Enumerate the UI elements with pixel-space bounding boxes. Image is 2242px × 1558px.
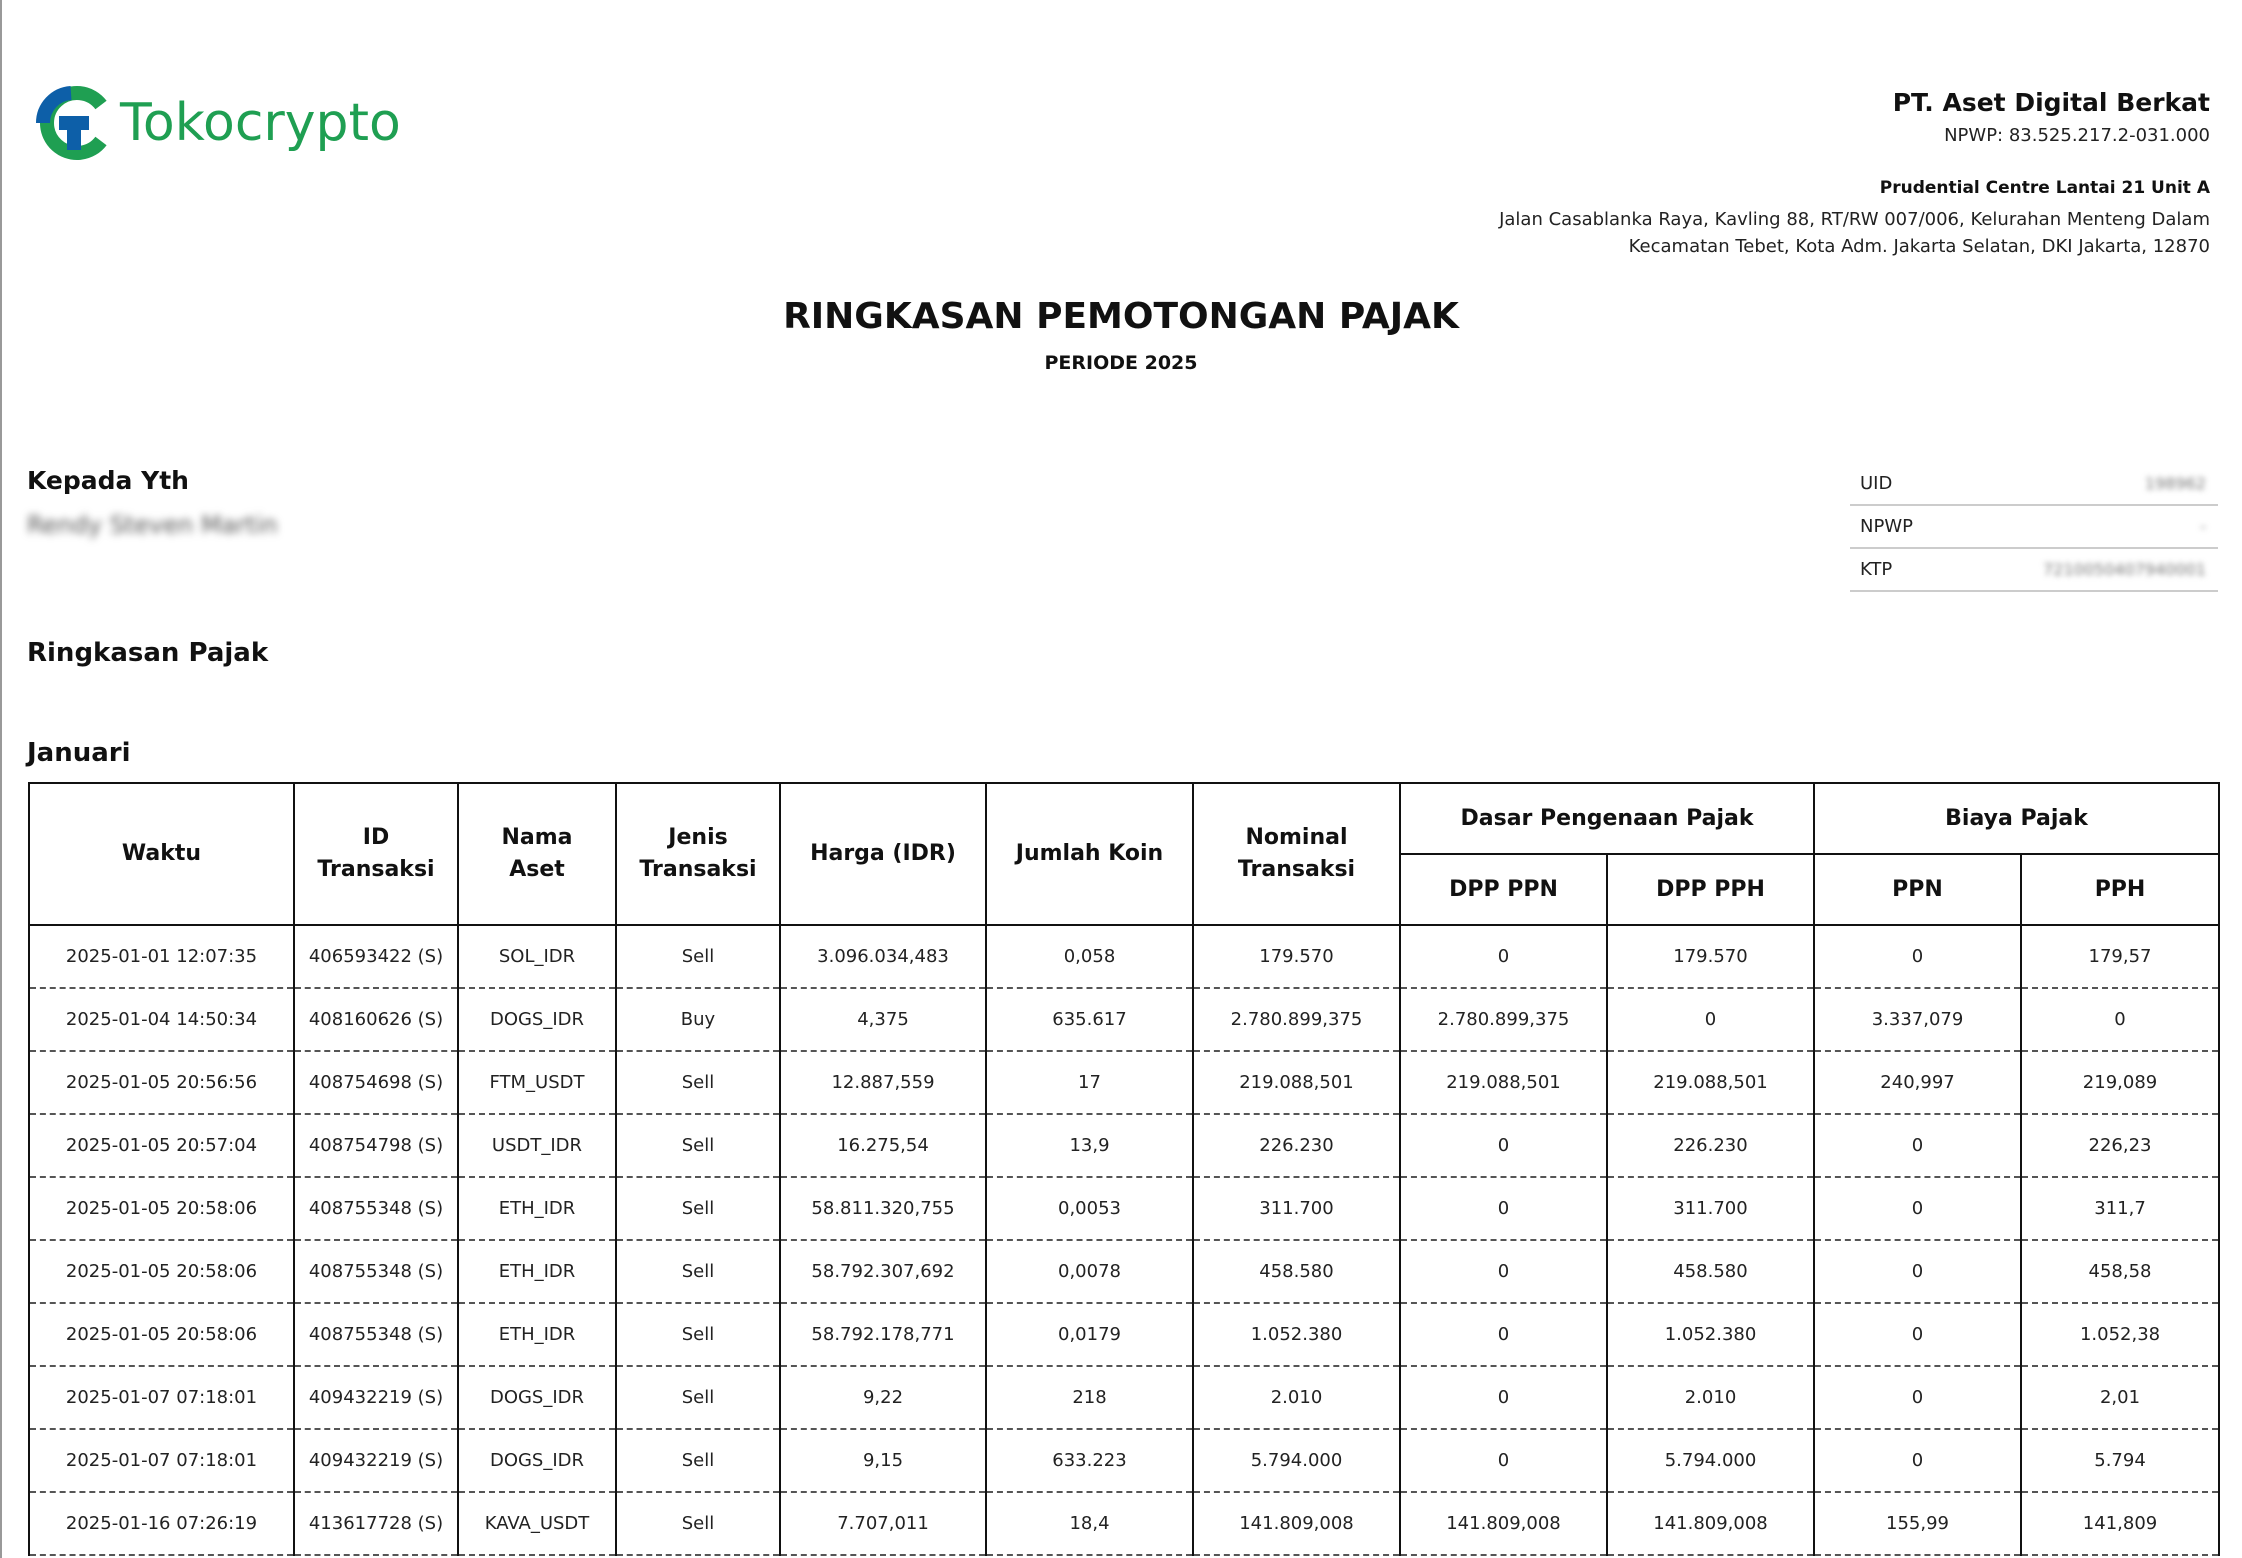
cell-harga: 58.792.307,692 bbox=[780, 1240, 986, 1303]
cell-jumlah-koin: 218 bbox=[986, 1366, 1193, 1429]
cell-nominal: 219.088,501 bbox=[1193, 1051, 1400, 1114]
document-period: PERIODE 2025 bbox=[1044, 352, 1198, 374]
cell-nama-aset: ETH_IDR bbox=[458, 1177, 616, 1240]
table-row bbox=[29, 1240, 2219, 1303]
header-waktu: Waktu bbox=[29, 783, 294, 925]
identity-row-npwp bbox=[1850, 506, 2218, 549]
cell-jumlah-koin: 635.617 bbox=[986, 988, 1193, 1051]
cell-nominal: 5.794.000 bbox=[1193, 1429, 1400, 1492]
cell-pph: 0 bbox=[2021, 988, 2219, 1051]
cell-dpp-pph: 0 bbox=[1607, 988, 1814, 1051]
cell-dpp-ppn: 0 bbox=[1400, 1303, 1607, 1366]
table-row bbox=[29, 1429, 2219, 1492]
cell-waktu: 2025-01-05 20:57:04 bbox=[29, 1114, 294, 1177]
cell-dpp-pph: 179.570 bbox=[1607, 925, 1814, 988]
cell-dpp-pph: 219.088,501 bbox=[1607, 1051, 1814, 1114]
cell-dpp-ppn: 0 bbox=[1400, 1366, 1607, 1429]
table-body bbox=[29, 925, 2219, 1555]
cell-nama-aset: DOGS_IDR bbox=[458, 1366, 616, 1429]
cell-id-transaksi: 409432219 (S) bbox=[294, 1429, 458, 1492]
table-row bbox=[29, 1492, 2219, 1555]
cell-waktu: 2025-01-07 07:18:01 bbox=[29, 1429, 294, 1492]
cell-nominal: 1.052.380 bbox=[1193, 1303, 1400, 1366]
identity-value: - bbox=[2200, 517, 2206, 536]
table-row bbox=[29, 1114, 2219, 1177]
company-address-line-1: Jalan Casablanka Raya, Kavling 88, RT/RW 007/006, Kelurahan Menteng Dalam bbox=[1499, 209, 2210, 230]
cell-jenis-transaksi: Sell bbox=[616, 1366, 780, 1429]
header-pph: PPH bbox=[2021, 854, 2219, 925]
cell-waktu: 2025-01-16 07:26:19 bbox=[29, 1492, 294, 1555]
cell-nominal: 226.230 bbox=[1193, 1114, 1400, 1177]
cell-nama-aset: DOGS_IDR bbox=[458, 1429, 616, 1492]
table-row bbox=[29, 1177, 2219, 1240]
cell-id-transaksi: 408755348 (S) bbox=[294, 1303, 458, 1366]
table-row bbox=[29, 1051, 2219, 1114]
cell-waktu: 2025-01-05 20:58:06 bbox=[29, 1240, 294, 1303]
cell-id-transaksi: 408160626 (S) bbox=[294, 988, 458, 1051]
cell-jumlah-koin: 0,0179 bbox=[986, 1303, 1193, 1366]
cell-dpp-ppn: 0 bbox=[1400, 1177, 1607, 1240]
cell-pph: 226,23 bbox=[2021, 1114, 2219, 1177]
cell-dpp-pph: 141.809,008 bbox=[1607, 1492, 1814, 1555]
section-title: Ringkasan Pajak bbox=[27, 638, 269, 668]
cell-dpp-pph: 311.700 bbox=[1607, 1177, 1814, 1240]
header-biaya-group: Biaya Pajak bbox=[1814, 783, 2219, 854]
recipient-name: Rendy Steven Martin bbox=[27, 511, 278, 539]
cell-jenis-transaksi: Sell bbox=[616, 1240, 780, 1303]
cell-dpp-ppn: 0 bbox=[1400, 925, 1607, 988]
tax-summary-table bbox=[28, 782, 2220, 1556]
table-row bbox=[29, 1366, 2219, 1429]
cell-ppn: 0 bbox=[1814, 1303, 2021, 1366]
company-name: PT. Aset Digital Berkat bbox=[1892, 88, 2210, 117]
table-row bbox=[29, 1303, 2219, 1366]
cell-harga: 7.707,011 bbox=[780, 1492, 986, 1555]
company-info bbox=[1499, 88, 2210, 260]
cell-ppn: 0 bbox=[1814, 1240, 2021, 1303]
cell-harga: 9,22 bbox=[780, 1366, 986, 1429]
cell-waktu: 2025-01-05 20:56:56 bbox=[29, 1051, 294, 1114]
company-building: Prudential Centre Lantai 21 Unit A bbox=[1879, 178, 2210, 198]
identity-value: 7210050407940001 bbox=[2043, 560, 2206, 579]
cell-harga: 58.811.320,755 bbox=[780, 1177, 986, 1240]
cell-dpp-pph: 458.580 bbox=[1607, 1240, 1814, 1303]
cell-jenis-transaksi: Sell bbox=[616, 925, 780, 988]
cell-waktu: 2025-01-05 20:58:06 bbox=[29, 1303, 294, 1366]
identity-row-ktp bbox=[1850, 549, 2218, 592]
cell-jumlah-koin: 18,4 bbox=[986, 1492, 1193, 1555]
header-dpp-group: Dasar Pengenaan Pajak bbox=[1400, 783, 1814, 854]
cell-jumlah-koin: 13,9 bbox=[986, 1114, 1193, 1177]
cell-pph: 5.794 bbox=[2021, 1429, 2219, 1492]
identity-box bbox=[1850, 463, 2218, 592]
header-jumlah-koin: Jumlah Koin bbox=[986, 783, 1193, 925]
cell-ppn: 0 bbox=[1814, 1114, 2021, 1177]
header-ppn: PPN bbox=[1814, 854, 2021, 925]
header-jenis-transaksi: Jenis Transaksi bbox=[616, 783, 780, 925]
cell-jenis-transaksi: Sell bbox=[616, 1303, 780, 1366]
cell-jumlah-koin: 17 bbox=[986, 1051, 1193, 1114]
cell-jumlah-koin: 0,058 bbox=[986, 925, 1193, 988]
cell-waktu: 2025-01-05 20:58:06 bbox=[29, 1177, 294, 1240]
month-heading: Januari bbox=[27, 738, 131, 768]
cell-ppn: 0 bbox=[1814, 1177, 2021, 1240]
cell-pph: 311,7 bbox=[2021, 1177, 2219, 1240]
cell-nominal: 2.010 bbox=[1193, 1366, 1400, 1429]
cell-harga: 4,375 bbox=[780, 988, 986, 1051]
cell-ppn: 240,997 bbox=[1814, 1051, 2021, 1114]
cell-pph: 219,089 bbox=[2021, 1051, 2219, 1114]
cell-jumlah-koin: 0,0078 bbox=[986, 1240, 1193, 1303]
cell-pph: 458,58 bbox=[2021, 1240, 2219, 1303]
cell-pph: 1.052,38 bbox=[2021, 1303, 2219, 1366]
cell-nominal: 311.700 bbox=[1193, 1177, 1400, 1240]
cell-dpp-ppn: 0 bbox=[1400, 1429, 1607, 1492]
cell-nama-aset: USDT_IDR bbox=[458, 1114, 616, 1177]
cell-dpp-pph: 2.010 bbox=[1607, 1366, 1814, 1429]
cell-harga: 12.887,559 bbox=[780, 1051, 986, 1114]
cell-id-transaksi: 408755348 (S) bbox=[294, 1240, 458, 1303]
cell-ppn: 155,99 bbox=[1814, 1492, 2021, 1555]
cell-ppn: 3.337,079 bbox=[1814, 988, 2021, 1051]
cell-id-transaksi: 408755348 (S) bbox=[294, 1177, 458, 1240]
cell-dpp-pph: 226.230 bbox=[1607, 1114, 1814, 1177]
cell-waktu: 2025-01-01 12:07:35 bbox=[29, 925, 294, 988]
page-left-edge bbox=[0, 0, 2, 1558]
cell-nominal: 458.580 bbox=[1193, 1240, 1400, 1303]
cell-dpp-ppn: 219.088,501 bbox=[1400, 1051, 1607, 1114]
tokocrypto-logo-icon bbox=[31, 83, 116, 163]
cell-id-transaksi: 406593422 (S) bbox=[294, 925, 458, 988]
cell-harga: 16.275,54 bbox=[780, 1114, 986, 1177]
cell-jenis-transaksi: Sell bbox=[616, 1492, 780, 1555]
cell-pph: 141,809 bbox=[2021, 1492, 2219, 1555]
cell-dpp-ppn: 0 bbox=[1400, 1114, 1607, 1177]
document-title: RINGKASAN PEMOTONGAN PAJAK bbox=[783, 296, 1459, 337]
cell-nama-aset: ETH_IDR bbox=[458, 1303, 616, 1366]
recipient-label: Kepada Yth bbox=[27, 466, 189, 495]
cell-nama-aset: KAVA_USDT bbox=[458, 1492, 616, 1555]
cell-dpp-ppn: 2.780.899,375 bbox=[1400, 988, 1607, 1051]
header-nominal: Nominal Transaksi bbox=[1193, 783, 1400, 925]
header-dpp-pph: DPP PPH bbox=[1607, 854, 1814, 925]
cell-nominal: 141.809,008 bbox=[1193, 1492, 1400, 1555]
cell-ppn: 0 bbox=[1814, 1366, 2021, 1429]
cell-jumlah-koin: 0,0053 bbox=[986, 1177, 1193, 1240]
cell-id-transaksi: 409432219 (S) bbox=[294, 1366, 458, 1429]
cell-id-transaksi: 408754798 (S) bbox=[294, 1114, 458, 1177]
header-id-transaksi: ID Transaksi bbox=[294, 783, 458, 925]
identity-value: 198962 bbox=[2144, 474, 2206, 493]
company-npwp: NPWP: 83.525.217.2-031.000 bbox=[1944, 125, 2210, 146]
cell-id-transaksi: 413617728 (S) bbox=[294, 1492, 458, 1555]
brand-logo bbox=[31, 83, 401, 163]
cell-nominal: 179.570 bbox=[1193, 925, 1400, 988]
company-address bbox=[1499, 206, 2210, 260]
cell-jenis-transaksi: Sell bbox=[616, 1177, 780, 1240]
cell-ppn: 0 bbox=[1814, 925, 2021, 988]
cell-dpp-pph: 1.052.380 bbox=[1607, 1303, 1814, 1366]
cell-jenis-transaksi: Sell bbox=[616, 1429, 780, 1492]
cell-nominal: 2.780.899,375 bbox=[1193, 988, 1400, 1051]
identity-row-uid bbox=[1850, 463, 2218, 506]
company-address-line-2: Kecamatan Tebet, Kota Adm. Jakarta Selatan, DKI Jakarta, 12870 bbox=[1628, 236, 2210, 257]
cell-pph: 2,01 bbox=[2021, 1366, 2219, 1429]
cell-nama-aset: SOL_IDR bbox=[458, 925, 616, 988]
identity-label: KTP bbox=[1860, 559, 1893, 580]
cell-waktu: 2025-01-04 14:50:34 bbox=[29, 988, 294, 1051]
cell-dpp-ppn: 141.809,008 bbox=[1400, 1492, 1607, 1555]
identity-label: NPWP bbox=[1860, 516, 1913, 537]
cell-dpp-ppn: 0 bbox=[1400, 1240, 1607, 1303]
brand-name: Tokocrypto bbox=[120, 93, 401, 153]
cell-harga: 9,15 bbox=[780, 1429, 986, 1492]
cell-nama-aset: FTM_USDT bbox=[458, 1051, 616, 1114]
identity-label: UID bbox=[1860, 473, 1893, 494]
cell-pph: 179,57 bbox=[2021, 925, 2219, 988]
cell-harga: 58.792.178,771 bbox=[780, 1303, 986, 1366]
header-nama-aset: Nama Aset bbox=[458, 783, 616, 925]
cell-jumlah-koin: 633.223 bbox=[986, 1429, 1193, 1492]
cell-ppn: 0 bbox=[1814, 1429, 2021, 1492]
cell-id-transaksi: 408754698 (S) bbox=[294, 1051, 458, 1114]
cell-nama-aset: ETH_IDR bbox=[458, 1240, 616, 1303]
cell-nama-aset: DOGS_IDR bbox=[458, 988, 616, 1051]
header-dpp-ppn: DPP PPN bbox=[1400, 854, 1607, 925]
cell-harga: 3.096.034,483 bbox=[780, 925, 986, 988]
cell-jenis-transaksi: Sell bbox=[616, 1051, 780, 1114]
cell-jenis-transaksi: Sell bbox=[616, 1114, 780, 1177]
cell-dpp-pph: 5.794.000 bbox=[1607, 1429, 1814, 1492]
cell-jenis-transaksi: Buy bbox=[616, 988, 780, 1051]
table-header-row bbox=[29, 783, 2219, 854]
table-row bbox=[29, 925, 2219, 988]
cell-waktu: 2025-01-07 07:18:01 bbox=[29, 1366, 294, 1429]
table-row bbox=[29, 988, 2219, 1051]
header-harga: Harga (IDR) bbox=[780, 783, 986, 925]
